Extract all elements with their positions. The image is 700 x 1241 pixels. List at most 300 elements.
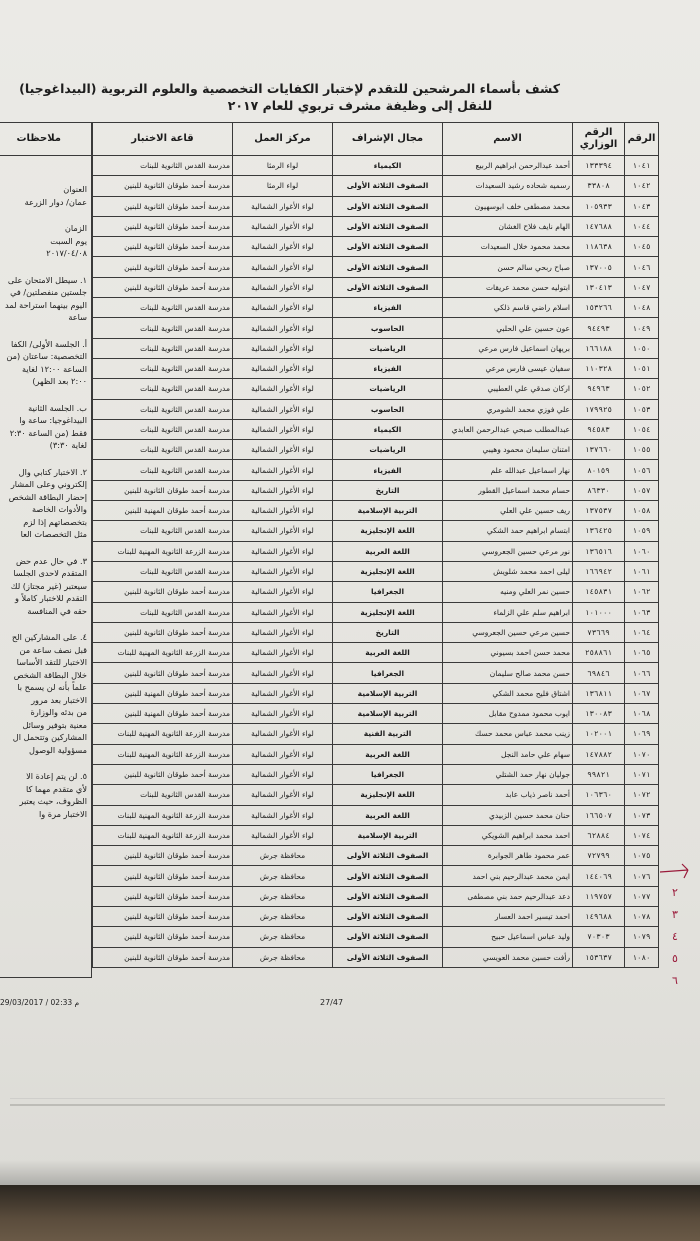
cell-exam-hall: مدرسة أحمد طوقان الثانوية للبنين xyxy=(93,176,233,196)
cell-work-center: لواء الأغوار الشمالية xyxy=(233,622,333,642)
cell-supervision-field: اللغة الإنجليزية xyxy=(333,602,443,622)
cell-exam-hall: مدرسة أحمد طوقان الثانوية للبنين xyxy=(93,906,233,926)
cell-seq: ١٠٧٠ xyxy=(625,744,659,764)
table-row xyxy=(93,156,659,176)
note-line: خلال البطاقة الشخص xyxy=(13,669,87,680)
page-number: 27/47 xyxy=(320,998,344,1007)
notes-text xyxy=(0,183,87,834)
cell-supervision-field: اللغة العربية xyxy=(333,541,443,561)
note-line: حقه في المنافسة xyxy=(27,605,87,616)
cell-seq: ١٠٤٥ xyxy=(625,237,659,257)
note-line: العنوان xyxy=(63,184,87,194)
cell-supervision-field: الصفوف الثلاثة الأولى xyxy=(333,886,443,906)
cell-supervision-field: الجغرافيا xyxy=(333,582,443,602)
cell-name: اركان صدقي علي العطيبي xyxy=(443,379,573,399)
cell-exam-hall: مدرسة القدس الثانوية للبنات xyxy=(93,318,233,338)
cell-work-center: لواء الأغوار الشمالية xyxy=(233,338,333,358)
faint-rule xyxy=(10,1104,665,1106)
cell-work-center: لواء الرمثا xyxy=(233,176,333,196)
cell-name: صباح ربحي سالم حسن xyxy=(443,257,573,277)
cell-name: محمد حسن احمد بسيوني xyxy=(443,643,573,663)
table-row xyxy=(93,866,659,886)
note-line: ٢:٠٠ بعد الظهر) xyxy=(32,376,87,386)
cell-exam-hall: مدرسة الزرعة الثانوية المهنية للبنات xyxy=(93,744,233,764)
table-row xyxy=(93,622,659,642)
cell-ministry-number: ١١٩٧٥٧ xyxy=(573,886,625,906)
cell-exam-hall: مدرسة أحمد طوقان الثانوية للبنين xyxy=(93,764,233,784)
table-row xyxy=(93,663,659,683)
note-line: الاختبار مرة وا xyxy=(38,808,87,819)
cell-exam-hall: مدرسة القدس الثانوية للبنات xyxy=(93,460,233,480)
cell-seq: ١٠٤٧ xyxy=(625,277,659,297)
note-line: لغاية ٣:٣٠) xyxy=(49,440,87,450)
cell-exam-hall: مدرسة الزرعة الثانوية المهنية للبنات xyxy=(93,825,233,845)
cell-name: ابتوليه حسن محمد عريقات xyxy=(443,277,573,297)
cell-name: دعد عبدالرحيم حمد بني مصطفى xyxy=(443,886,573,906)
header-exam-hall: قاعة الاختبار xyxy=(93,123,233,156)
cell-work-center: لواء الأغوار الشمالية xyxy=(233,196,333,216)
cell-exam-hall: مدرسة الزرعة الثانوية المهنية للبنات xyxy=(93,805,233,825)
table-row xyxy=(93,298,659,318)
table-row xyxy=(93,237,659,257)
note-line: الظروف، حيث يعتبر xyxy=(19,796,87,806)
table-row xyxy=(93,419,659,439)
cell-seq: ١٠٦٠ xyxy=(625,541,659,561)
note-line: ب. الجلسة الثانية xyxy=(28,402,87,413)
cell-supervision-field: الرياضيات xyxy=(333,440,443,460)
cell-exam-hall: مدرسة أحمد طوقان المهنية للبنين xyxy=(93,683,233,703)
cell-work-center: لواء الأغوار الشمالية xyxy=(233,501,333,521)
cell-exam-hall: مدرسة القدس الثانوية للبنات xyxy=(93,602,233,622)
cell-work-center: لواء الأغوار الشمالية xyxy=(233,724,333,744)
cell-supervision-field: اللغة الإنجليزية xyxy=(333,785,443,805)
note-line: ٥. لن يتم إعادة الا xyxy=(26,771,87,781)
cell-supervision-field: الجغرافيا xyxy=(333,764,443,784)
cell-supervision-field: التربية الإسلامية xyxy=(333,704,443,724)
note-line: المشاركين وتتحمل ال xyxy=(12,732,87,742)
table-row xyxy=(93,196,659,216)
cell-work-center: لواء الأغوار الشمالية xyxy=(233,216,333,236)
table-row xyxy=(93,805,659,825)
cell-supervision-field: اللغة العربية xyxy=(333,744,443,764)
cell-work-center: لواء الأغوار الشمالية xyxy=(233,764,333,784)
note-block xyxy=(0,402,87,452)
table-row xyxy=(93,277,659,297)
cell-work-center: لواء الأغوار الشمالية xyxy=(233,744,333,764)
note-line: ٣. في حال عدم حض xyxy=(15,555,87,566)
cell-name: أحمد ناصر ذياب عابد xyxy=(443,785,573,805)
cell-ministry-number: ١١٠٣٢٨ xyxy=(573,358,625,378)
note-line: من بدئه والوزارة xyxy=(30,707,87,717)
cell-work-center: لواء الأغوار الشمالية xyxy=(233,440,333,460)
note-line: الزمان xyxy=(64,223,87,233)
cell-name: الهام نايف فلاح الغشان xyxy=(443,216,573,236)
cell-ministry-number: ١٠١٠٠٠ xyxy=(573,602,625,622)
cell-seq: ١٠٦٩ xyxy=(625,724,659,744)
cell-work-center: لواء الأغوار الشمالية xyxy=(233,399,333,419)
cell-ministry-number: ١٣٣٣٩٤ xyxy=(573,156,625,176)
cell-ministry-number: ٦٩٨٤٦ xyxy=(573,663,625,683)
note-block xyxy=(0,770,87,820)
cell-supervision-field: الفيزياء xyxy=(333,358,443,378)
note-block xyxy=(0,338,87,388)
cell-work-center: لواء الأغوار الشمالية xyxy=(233,237,333,257)
cell-ministry-number: ١٧٩٩٢٥ xyxy=(573,399,625,419)
cell-seq: ١٠٥٠ xyxy=(625,338,659,358)
cell-work-center: لواء الأغوار الشمالية xyxy=(233,704,333,724)
title-line-2: للنقل إلى وظيفة مشرف تربوي للعام ٢٠١٧ xyxy=(227,98,493,113)
note-block xyxy=(0,183,87,208)
cell-work-center: محافظة جرش xyxy=(233,927,333,947)
note-line: بتخصصاتهم إذا لزم xyxy=(23,516,87,527)
cell-ministry-number: ١٦٦٥٠٧ xyxy=(573,805,625,825)
table-row xyxy=(93,541,659,561)
cell-exam-hall: مدرسة أحمد طوقان الثانوية للبنين xyxy=(93,582,233,602)
cell-seq: ١٠٦٥ xyxy=(625,643,659,663)
cell-name: امتنان سليمان محمود وهيبي xyxy=(443,440,573,460)
cell-name: زينب محمد عباس محمد حسك xyxy=(443,724,573,744)
cell-seq: ١٠٥٧ xyxy=(625,480,659,500)
cell-seq: ١٠٥٦ xyxy=(625,460,659,480)
cell-name: عون حسين علي الحلبي xyxy=(443,318,573,338)
table-row xyxy=(93,561,659,581)
cell-exam-hall: مدرسة أحمد طوقان الثانوية للبنين xyxy=(93,622,233,642)
table-row xyxy=(93,704,659,724)
table-row xyxy=(93,683,659,703)
note-line: لأي متقدم مهما كا xyxy=(25,783,87,794)
note-line: عمان/ دوار الزرعة xyxy=(24,196,87,207)
cell-ministry-number: ١٠٥٩٣٣ xyxy=(573,196,625,216)
cell-work-center: محافظة جرش xyxy=(233,866,333,886)
header-name: الاسم xyxy=(443,123,573,156)
cell-name: عبدالمطلب صبحي عبدالرحمن العابدي xyxy=(443,419,573,439)
table-row xyxy=(93,358,659,378)
cell-seq: ١٠٤٤ xyxy=(625,216,659,236)
cell-work-center: لواء الأغوار الشمالية xyxy=(233,683,333,703)
cell-ministry-number: ١٣٠٠٨٣ xyxy=(573,704,625,724)
cell-name: ليلى احمد محمد شلويش xyxy=(443,561,573,581)
table-row xyxy=(93,947,659,967)
cell-exam-hall: مدرسة أحمد طوقان الثانوية للبنين xyxy=(93,480,233,500)
cell-ministry-number: ٦٢٨٨٤ xyxy=(573,825,625,845)
cell-supervision-field: اللغة العربية xyxy=(333,805,443,825)
cell-supervision-field: الصفوف الثلاثة الأولى xyxy=(333,947,443,967)
cell-work-center: لواء الأغوار الشمالية xyxy=(233,541,333,561)
cell-name: نهار اسماعيل عبدالله علم xyxy=(443,460,573,480)
cell-exam-hall: مدرسة القدس الثانوية للبنات xyxy=(93,156,233,176)
note-line: اليوم بينهما استراحة لمد xyxy=(5,299,87,310)
cell-seq: ١٠٦١ xyxy=(625,561,659,581)
cell-ministry-number: ١٣٧٥٣٧ xyxy=(573,501,625,521)
cell-supervision-field: اللغة الإنجليزية xyxy=(333,561,443,581)
document-title xyxy=(19,80,560,114)
note-line: علماً بأنه لن يسمح با xyxy=(17,682,87,692)
table-header-row xyxy=(93,123,659,156)
table-row xyxy=(93,379,659,399)
cell-ministry-number: ١٣٧٠٠٥ xyxy=(573,257,625,277)
cell-seq: ١٠٤١ xyxy=(625,156,659,176)
cell-ministry-number: ١١٨٦٣٨ xyxy=(573,237,625,257)
table-row xyxy=(93,927,659,947)
cell-work-center: لواء الأغوار الشمالية xyxy=(233,805,333,825)
cell-supervision-field: الصفوف الثلاثة الأولى xyxy=(333,196,443,216)
cell-exam-hall: مدرسة أحمد طوقان الثانوية للبنين xyxy=(93,237,233,257)
cell-ministry-number: ١٣٠٤١٣ xyxy=(573,277,625,297)
cell-name: احمد محمد ابراهيم الشويكي xyxy=(443,825,573,845)
table-row xyxy=(93,480,659,500)
cell-supervision-field: اللغة العربية xyxy=(333,643,443,663)
cell-supervision-field: الجغرافيا xyxy=(333,663,443,683)
cell-exam-hall: مدرسة القدس الثانوية للبنات xyxy=(93,785,233,805)
cell-supervision-field: التربية الإسلامية xyxy=(333,501,443,521)
cell-name: سفيان عيسى فارس مرعي xyxy=(443,358,573,378)
cell-ministry-number: ١٤٧٨٨٢ xyxy=(573,744,625,764)
cell-supervision-field: الصفوف الثلاثة الأولى xyxy=(333,927,443,947)
note-line: سيعتبر (غير مجتاز) لك xyxy=(10,580,87,591)
cell-ministry-number: ٢٥٨٨٦١ xyxy=(573,643,625,663)
cell-ministry-number: ١٣٦٤٢٥ xyxy=(573,521,625,541)
note-line: إلكتروني وعلى المشار xyxy=(10,479,87,489)
cell-exam-hall: مدرسة القدس الثانوية للبنات xyxy=(93,399,233,419)
cell-exam-hall: مدرسة أحمد طوقان الثانوية للبنين xyxy=(93,196,233,216)
note-line: معنية بتوفير وسائل xyxy=(22,719,87,730)
cell-ministry-number: ١٤٥٨٣١ xyxy=(573,582,625,602)
cell-name: ابراهيم سلم علي الزلماء xyxy=(443,602,573,622)
note-block xyxy=(0,466,87,541)
cell-work-center: لواء الأغوار الشمالية xyxy=(233,379,333,399)
cell-supervision-field: الصفوف الثلاثة الأولى xyxy=(333,257,443,277)
cell-seq: ١٠٤٣ xyxy=(625,196,659,216)
cell-ministry-number: ٣٣٨٠٨ xyxy=(573,176,625,196)
cell-name: اشتاق فليح محمد الشكي xyxy=(443,683,573,703)
cell-exam-hall: مدرسة أحمد طوقان الثانوية للبنين xyxy=(93,257,233,277)
note-line: أ. الجلسة الأولى/ الكفا xyxy=(10,338,87,349)
handwritten-pen-marks xyxy=(658,858,698,988)
note-line: التقدم للاختبار كاملاً و xyxy=(14,593,87,603)
cell-supervision-field: التربية الإسلامية xyxy=(333,683,443,703)
cell-name: محمد مصطفى خلف ابوسهيون xyxy=(443,196,573,216)
cell-work-center: لواء الرمثا xyxy=(233,156,333,176)
cell-work-center: لواء الأغوار الشمالية xyxy=(233,663,333,683)
cell-seq: ١٠٤٩ xyxy=(625,318,659,338)
cell-supervision-field: الفيزياء xyxy=(333,460,443,480)
cell-seq: ١٠٧٦ xyxy=(625,866,659,886)
cell-supervision-field: الصفوف الثلاثة الأولى xyxy=(333,277,443,297)
cell-work-center: لواء الأغوار الشمالية xyxy=(233,602,333,622)
cell-exam-hall: مدرسة الزرعة الثانوية المهنية للبنات xyxy=(93,541,233,561)
cell-work-center: لواء الأغوار الشمالية xyxy=(233,257,333,277)
cell-name: نور مرعي حسين الجعروسي xyxy=(443,541,573,561)
cell-seq: ١٠٦٤ xyxy=(625,622,659,642)
note-line: ٢. الاختبار كتابي وال xyxy=(18,466,87,477)
cell-name: حسام محمد اسماعيل القطور xyxy=(443,480,573,500)
note-line: يوم السبت xyxy=(50,235,87,246)
cell-seq: ١٠٧١ xyxy=(625,764,659,784)
cell-name: علي فوزي محمد الشومري xyxy=(443,399,573,419)
cell-work-center: محافظة جرش xyxy=(233,886,333,906)
table-row xyxy=(93,338,659,358)
cell-exam-hall: مدرسة أحمد طوقان المهنية للبنين xyxy=(93,704,233,724)
table-row xyxy=(93,257,659,277)
table-row xyxy=(93,764,659,784)
table-row xyxy=(93,460,659,480)
cell-exam-hall: مدرسة القدس الثانوية للبنات xyxy=(93,298,233,318)
cell-supervision-field: التربية الفنية xyxy=(333,724,443,744)
table-row xyxy=(93,602,659,622)
cell-seq: ١٠٥٥ xyxy=(625,440,659,460)
cell-work-center: محافظة جرش xyxy=(233,906,333,926)
cell-supervision-field: الصفوف الثلاثة الأولى xyxy=(333,846,443,866)
note-line: البيداغوجيا: ساعة وا xyxy=(19,415,87,425)
note-line: مثل التخصصات العا xyxy=(20,529,87,539)
table-row xyxy=(93,886,659,906)
cell-exam-hall: مدرسة أحمد طوقان الثانوية للبنين xyxy=(93,277,233,297)
cell-work-center: لواء الأغوار الشمالية xyxy=(233,643,333,663)
cell-work-center: محافظة جرش xyxy=(233,846,333,866)
table-row xyxy=(93,846,659,866)
cell-supervision-field: التربية الإسلامية xyxy=(333,825,443,845)
cell-seq: ١٠٧٧ xyxy=(625,886,659,906)
note-line: قبل نصف ساعة من xyxy=(19,644,87,655)
table-row xyxy=(93,724,659,744)
cell-ministry-number: ١٦٦٩٤٢ xyxy=(573,561,625,581)
cell-ministry-number: ٩٤٥٨٣ xyxy=(573,419,625,439)
cell-ministry-number: ٧٣٦٦٩ xyxy=(573,622,625,642)
note-line: ٤. على المشاركين الح xyxy=(11,632,87,642)
cell-exam-hall: مدرسة أحمد طوقان الثانوية للبنين xyxy=(93,846,233,866)
cell-name: حنان محمد حسين الزبيدي xyxy=(443,805,573,825)
note-line: الاختبار بعد مرور xyxy=(31,694,87,705)
cell-supervision-field: الصفوف الثلاثة الأولى xyxy=(333,866,443,886)
header-ministry-number: الرقم الوزاري xyxy=(573,123,625,156)
cell-exam-hall: مدرسة الزرعة الثانوية المهنية للبنات xyxy=(93,643,233,663)
header-work-center: مركز العمل xyxy=(233,123,333,156)
faint-rule xyxy=(10,1098,665,1099)
table-row xyxy=(93,501,659,521)
cell-name: اسلام راضي قاسم ذلكي xyxy=(443,298,573,318)
hand-mark-4: ٤ xyxy=(672,930,678,943)
table-row xyxy=(93,582,659,602)
cell-work-center: لواء الأغوار الشمالية xyxy=(233,318,333,338)
cell-work-center: لواء الأغوار الشمالية xyxy=(233,460,333,480)
table-row xyxy=(93,785,659,805)
note-line: ٢٠١٧/٠٤/٠٨ xyxy=(46,248,87,258)
cell-work-center: لواء الأغوار الشمالية xyxy=(233,277,333,297)
cell-seq: ١٠٦٧ xyxy=(625,683,659,703)
note-line: التخصصية: ساعتان (من xyxy=(6,351,87,361)
cell-name: ايوب محمود ممدوح مقابل xyxy=(443,704,573,724)
cell-exam-hall: مدرسة القدس الثانوية للبنات xyxy=(93,561,233,581)
hand-mark-2: ٢ xyxy=(672,886,678,899)
cell-seq: ١٠٧٨ xyxy=(625,906,659,926)
cell-exam-hall: مدرسة أحمد طوقان الثانوية للبنين xyxy=(93,216,233,236)
cell-name: وليد عباس اسماعيل حبيح xyxy=(443,927,573,947)
hand-mark-5: ٥ xyxy=(672,952,678,965)
cell-ministry-number: ٩٩٨٢١ xyxy=(573,764,625,784)
cell-seq: ١٠٧٣ xyxy=(625,805,659,825)
cell-name: ايمن محمد عبدالرحيم بني احمد xyxy=(443,866,573,886)
print-date: 29/03/2017 / 02:33 م xyxy=(0,998,80,1007)
cell-name: حسن محمد صالح سليمان xyxy=(443,663,573,683)
cell-supervision-field: التاريخ xyxy=(333,622,443,642)
table-row xyxy=(93,216,659,236)
cell-seq: ١٠٤٦ xyxy=(625,257,659,277)
cell-supervision-field: الصفوف الثلاثة الأولى xyxy=(333,906,443,926)
cell-supervision-field: الصفوف الثلاثة الأولى xyxy=(333,237,443,257)
cell-exam-hall: مدرسة القدس الثانوية للبنات xyxy=(93,419,233,439)
cell-seq: ١٠٨٠ xyxy=(625,947,659,967)
hand-mark-3: ٣ xyxy=(672,908,678,921)
cell-supervision-field: الكيمياء xyxy=(333,156,443,176)
cell-seq: ١٠٧٩ xyxy=(625,927,659,947)
cell-work-center: لواء الأغوار الشمالية xyxy=(233,825,333,845)
cell-ministry-number: ١٤٩٦٨٨ xyxy=(573,906,625,926)
note-line: ساعة xyxy=(68,312,87,322)
cell-name: عمر محمود طاهر الجوابرة xyxy=(443,846,573,866)
cell-seq: ١٠٥٢ xyxy=(625,379,659,399)
cell-supervision-field: التاريخ xyxy=(333,480,443,500)
title-line-1: كشف بأسماء المرشحين للتقدم لإختبار الكفايات التخصصية والعلوم التربوية (البيداغوجيا) xyxy=(19,81,560,96)
cell-name: محمد محمود خلال السعيدات xyxy=(443,237,573,257)
cell-seq: ١٠٤٨ xyxy=(625,298,659,318)
cell-supervision-field: الكيمياء xyxy=(333,419,443,439)
cell-work-center: لواء الأغوار الشمالية xyxy=(233,298,333,318)
table-row xyxy=(93,176,659,196)
cell-seq: ١٠٥٣ xyxy=(625,399,659,419)
note-line: إحضار البطاقة الشخص xyxy=(8,491,87,502)
desk-surface xyxy=(0,1185,700,1241)
cell-work-center: لواء الأغوار الشمالية xyxy=(233,521,333,541)
cell-ministry-number: ٩٤٤٩٣ xyxy=(573,318,625,338)
hand-mark-6: ٦ xyxy=(672,974,678,987)
cell-supervision-field: الفيزياء xyxy=(333,298,443,318)
cell-work-center: محافظة جرش xyxy=(233,947,333,967)
cell-supervision-field: الصفوف الثلاثة الأولى xyxy=(333,216,443,236)
cell-exam-hall: مدرسة القدس الثانوية للبنات xyxy=(93,358,233,378)
cell-exam-hall: مدرسة أحمد طوقان الثانوية للبنين xyxy=(93,866,233,886)
table-row xyxy=(93,318,659,338)
note-block xyxy=(0,274,87,324)
cell-ministry-number: ١٣٦٨١١ xyxy=(573,683,625,703)
table-row xyxy=(93,440,659,460)
cell-name: ريف حسين علي العلي xyxy=(443,501,573,521)
cell-ministry-number: ١٥٣٢٦٦ xyxy=(573,298,625,318)
cell-ministry-number: ١٦٦١٨٨ xyxy=(573,338,625,358)
cell-exam-hall: مدرسة القدس الثانوية للبنات xyxy=(93,338,233,358)
note-line: فقط (من الساعة ٢:٣٠ xyxy=(9,427,87,438)
cell-ministry-number: ٨٠١٥٩ xyxy=(573,460,625,480)
cell-ministry-number: ١٣٧٦٦٠ xyxy=(573,440,625,460)
cell-supervision-field: الصفوف الثلاثة الأولى xyxy=(333,176,443,196)
note-line: والأدوات الخاصة xyxy=(32,504,87,514)
cell-ministry-number: ١٣٦٥١٦ xyxy=(573,541,625,561)
cell-name: سهام علي حامد النجل xyxy=(443,744,573,764)
cell-supervision-field: الحاسوب xyxy=(333,399,443,419)
cell-exam-hall: مدرسة القدس الثانوية للبنات xyxy=(93,379,233,399)
cell-exam-hall: مدرسة أحمد طوقان الثانوية للبنين xyxy=(93,947,233,967)
table-row xyxy=(93,825,659,845)
cell-name: رأفت حسين محمد العويسي xyxy=(443,947,573,967)
note-line: المتقدم لاحدى الجلسا xyxy=(13,568,87,578)
note-block xyxy=(0,222,87,260)
note-line: ١. سيطل الامتحان على xyxy=(7,274,87,285)
cell-seq: ١٠٥١ xyxy=(625,358,659,378)
cell-work-center: لواء الأغوار الشمالية xyxy=(233,582,333,602)
notes-header: ملاحظات xyxy=(0,123,91,156)
cell-name: أحمد عبدالرحمن ابراهيم الربيع xyxy=(443,156,573,176)
table-row xyxy=(93,399,659,419)
cell-name: احمد تيسير احمد العسار xyxy=(443,906,573,926)
